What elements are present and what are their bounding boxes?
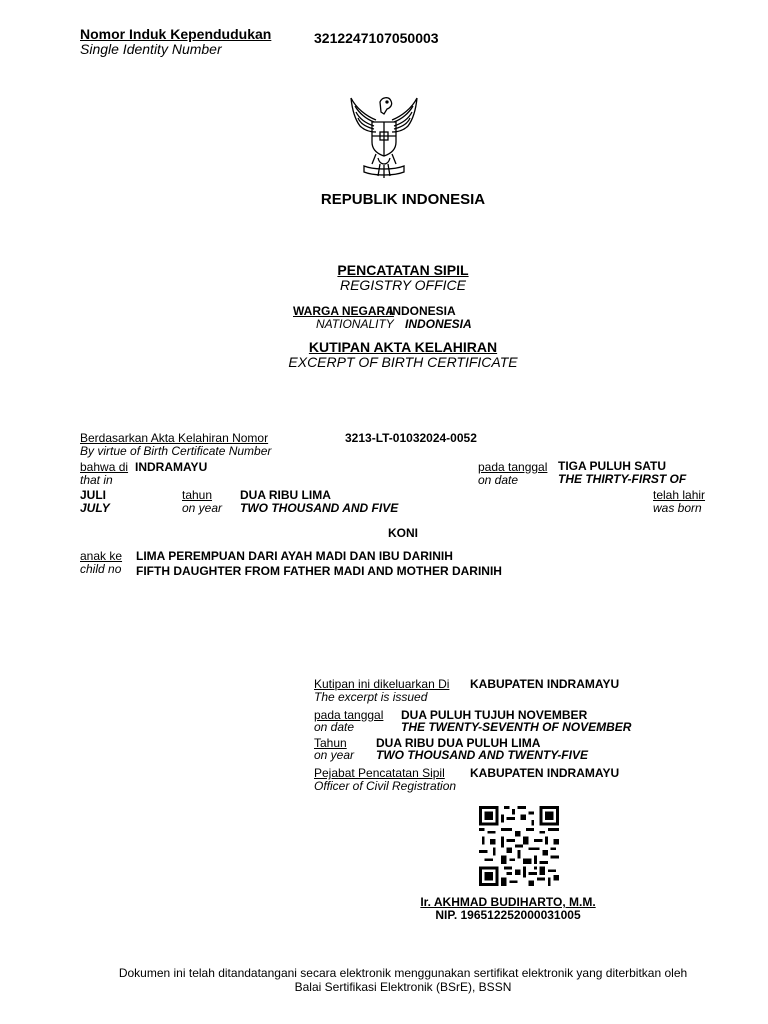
child-order-label-en: child no xyxy=(80,562,122,576)
birth-date-label: pada tanggal xyxy=(478,460,548,474)
born-label: telah lahir xyxy=(653,488,706,502)
birth-date-value: TIGA PULUH SATU xyxy=(558,459,666,473)
officer-label: Pejabat Pencatatan Sipil xyxy=(314,766,445,780)
issue-year-label-en: on year xyxy=(314,748,355,762)
birth-year-label-en: on year xyxy=(182,501,223,515)
cert-number-label-en: By virtue of Birth Certificate Number xyxy=(80,444,272,458)
issue-year-value-en: TWO THOUSAND AND TWENTY-FIVE xyxy=(376,748,588,762)
nik-label-en: Single Identity Number xyxy=(80,41,222,57)
signatory-nip: NIP. 196512252000031005 xyxy=(435,908,581,922)
birth-year-value: DUA RIBU LIMA xyxy=(240,488,331,502)
document-title: KUTIPAN AKTA KELAHIRAN xyxy=(308,339,498,355)
issue-year-value: DUA RIBU DUA PULUH LIMA xyxy=(376,736,541,750)
child-order-value: LIMA PEREMPUAN DARI AYAH MADI DAN IBU DARINIH xyxy=(136,549,453,563)
issue-year-label: Tahun xyxy=(314,736,347,750)
child-name: KONI xyxy=(388,526,418,540)
born-label-en: was born xyxy=(653,501,702,515)
issue-date-value: DUA PULUH TUJUH NOVEMBER xyxy=(401,708,588,722)
birth-date-value-en: THE THIRTY-FIRST OF xyxy=(558,472,687,486)
place-label: bahwa di xyxy=(80,460,129,474)
birth-date-label-en: on date xyxy=(478,473,519,487)
place-value: INDRAMAYU xyxy=(135,460,208,474)
document-title-en: EXCERPT OF BIRTH CERTIFICATE xyxy=(288,354,518,370)
citizenship-label: WARGA NEGARA xyxy=(293,304,394,318)
birth-year-label: tahun xyxy=(182,488,213,502)
issue-date-label: pada tanggal xyxy=(314,708,384,722)
cert-number-value: 3213-LT-01032024-0052 xyxy=(345,431,477,445)
citizenship-label-en: NATIONALITY xyxy=(316,317,394,331)
nik-value: 3212247107050003 xyxy=(314,30,439,46)
republic-title: REPUBLIK INDONESIA xyxy=(320,191,486,208)
officer-label-en: Officer of Civil Registration xyxy=(314,779,457,793)
issue-date-value-en: THE TWENTY-SEVENTH OF NOVEMBER xyxy=(401,720,632,734)
issued-label-en: The excerpt is issued xyxy=(314,690,428,704)
officer-value: KABUPATEN INDRAMAYU xyxy=(470,766,620,780)
footer-line-1: Dokumen ini telah ditandatangani secara elektronik menggunakan sertifikat elektronik yang diterbitkan oleh xyxy=(118,966,688,980)
signatory-name: Ir. AKHMAD BUDIHARTO, M.M. xyxy=(420,895,596,909)
birth-year-value-en: TWO THOUSAND AND FIVE xyxy=(240,501,399,515)
office-title-en: REGISTRY OFFICE xyxy=(339,277,466,293)
office-title: PENCATATAN SIPIL xyxy=(337,262,469,278)
birth-month-value-en: JULY xyxy=(80,501,110,515)
nik-label: Nomor Induk Kependudukan xyxy=(80,26,272,42)
issue-date-label-en: on date xyxy=(314,720,355,734)
issued-label: Kutipan ini dikeluarkan Di xyxy=(314,677,450,691)
garuda-emblem-icon xyxy=(344,92,424,188)
child-order-value-en: FIFTH DAUGHTER FROM FATHER MADI AND MOTHER DARINIH xyxy=(136,564,502,578)
birth-month-value: JULI xyxy=(80,488,107,502)
cert-number-label: Berdasarkan Akta Kelahiran Nomor xyxy=(80,431,269,445)
child-order-label: anak ke xyxy=(80,549,123,563)
footer-line-2: Balai Sertifikasi Elektronik (BSrE), BSSN xyxy=(294,980,512,994)
place-label-en: that in xyxy=(80,473,113,487)
citizenship-value: INDONESIA xyxy=(389,304,456,318)
qr-code-icon[interactable] xyxy=(479,806,559,886)
citizenship-value-en: INDONESIA xyxy=(405,317,472,331)
issued-value: KABUPATEN INDRAMAYU xyxy=(470,677,620,691)
